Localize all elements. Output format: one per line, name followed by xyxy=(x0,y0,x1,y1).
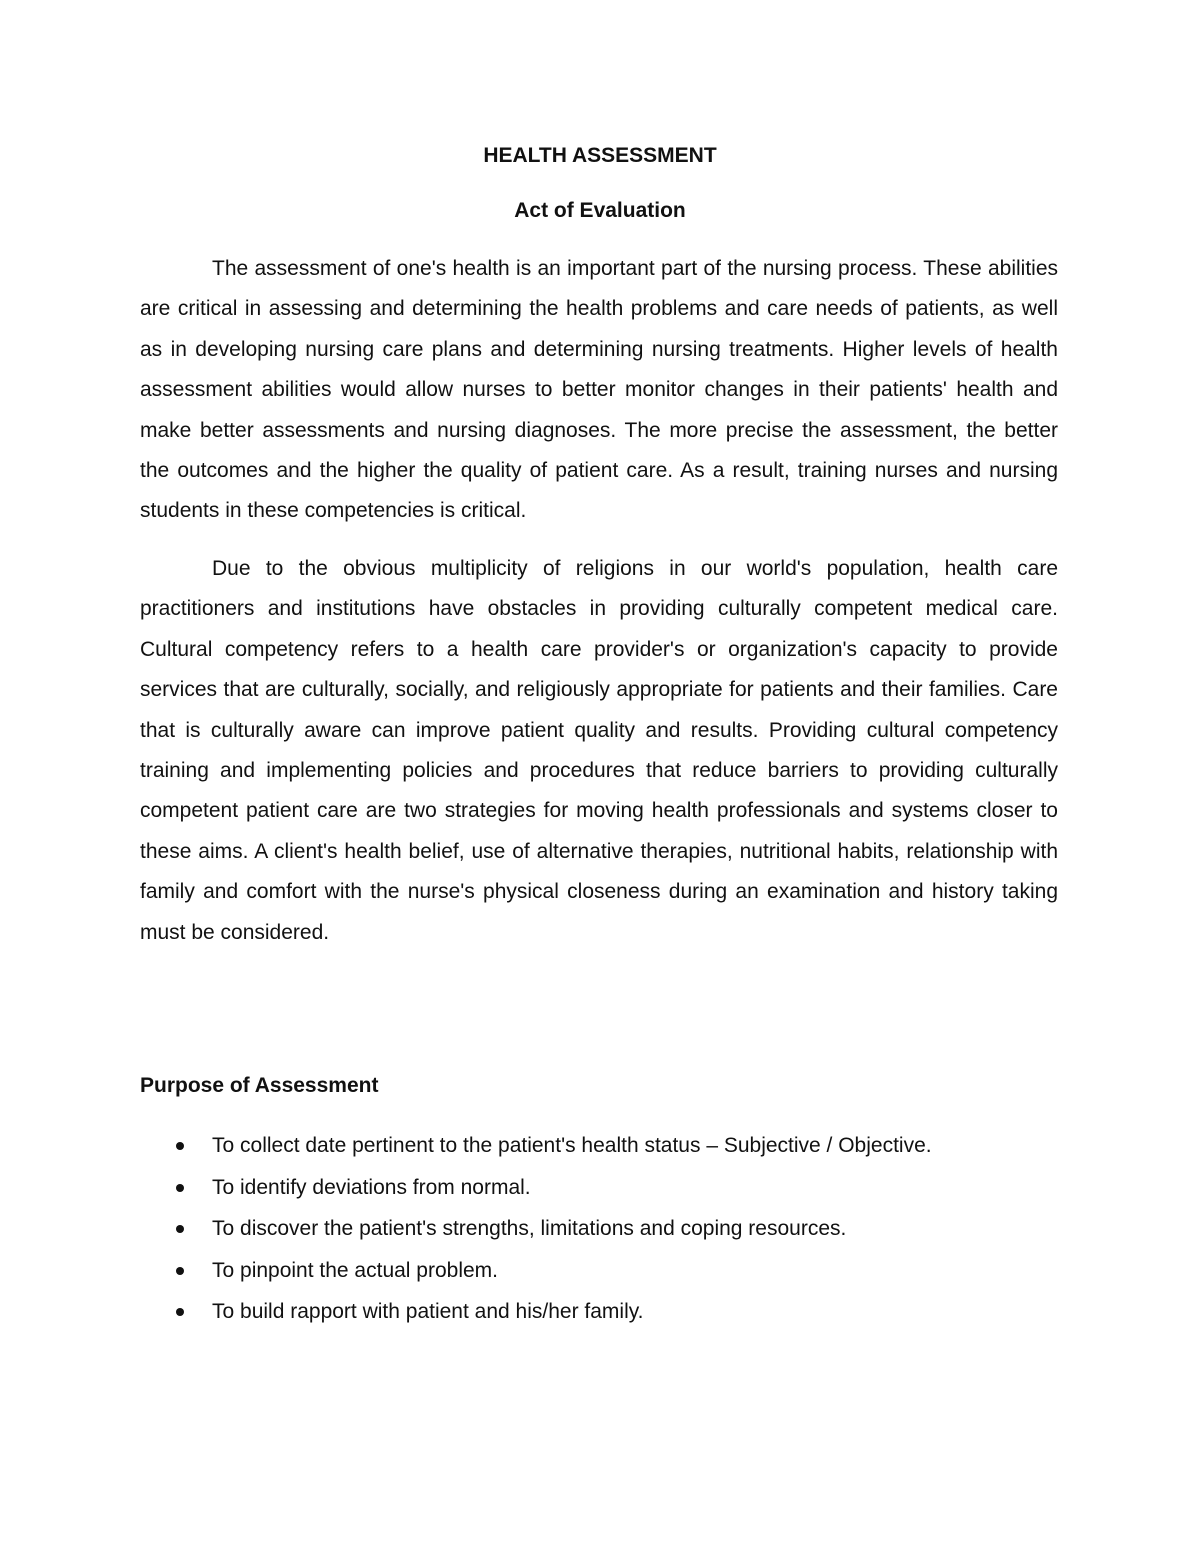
document-title: HEALTH ASSESSMENT xyxy=(483,144,717,167)
paragraph-cultural-competency: Due to the obvious multiplicity of religions in our world's population, health care practitioners and institutions have obstacles in providing culturally competent medical care. Cultural competency refers to a health care provider's or organization's capacity to provide services that are culturally, socially, and religiously appropriate for patients and their families. Care that is culturally aware can improve patient quality and results. Providing cultural competency training and implementing policies and procedures that reduce barriers to providing culturally competent patient care are two strategies for moving health professionals and systems closer to these aims. A client's health belief, use of alternative therapies, nutritional habits, relationship with family and comfort with the nurse's physical closeness during an examination and history taking must be considered. xyxy=(140,557,1058,944)
bullet-icon xyxy=(176,1308,184,1316)
document-subtitle: Act of Evaluation xyxy=(514,199,686,222)
bullet-icon xyxy=(176,1142,184,1150)
list-item xyxy=(140,1167,1060,1209)
section-heading-purpose: Purpose of Assessment xyxy=(140,1074,379,1097)
list-item xyxy=(140,1208,1060,1250)
bullet-icon xyxy=(176,1225,184,1233)
list-item-text: To collect date pertinent to the patient's health status – Subjective / Objective. xyxy=(212,1134,932,1157)
bullet-icon xyxy=(176,1184,184,1192)
list-item xyxy=(140,1291,1060,1333)
purpose-list xyxy=(140,1125,1060,1333)
list-item-text: To pinpoint the actual problem. xyxy=(212,1258,499,1282)
paragraph-health-assessment: The assessment of one's health is an important part of the nursing process. These abilities are critical in assessing and determining the health problems and care needs of patients, as well as in developing nursing care plans and determining nursing treatments. Higher levels of health assessment abilities would allow nurses to better monitor changes in their patients' health and make better assessments and nursing diagnoses. The more precise the assessment, the better the outcomes and the higher the quality of patient care. As a result, training nurses and nursing students in these competencies is critical. xyxy=(140,257,1058,523)
list-item xyxy=(140,1125,1060,1167)
bullet-icon xyxy=(176,1267,184,1275)
list-item-text: To build rapport with patient and his/her family. xyxy=(212,1300,644,1323)
list-item-text: To discover the patient's strengths, limitations and coping resources. xyxy=(212,1217,847,1240)
list-item xyxy=(140,1250,1060,1292)
list-item-text: To identify deviations from normal. xyxy=(212,1175,531,1199)
